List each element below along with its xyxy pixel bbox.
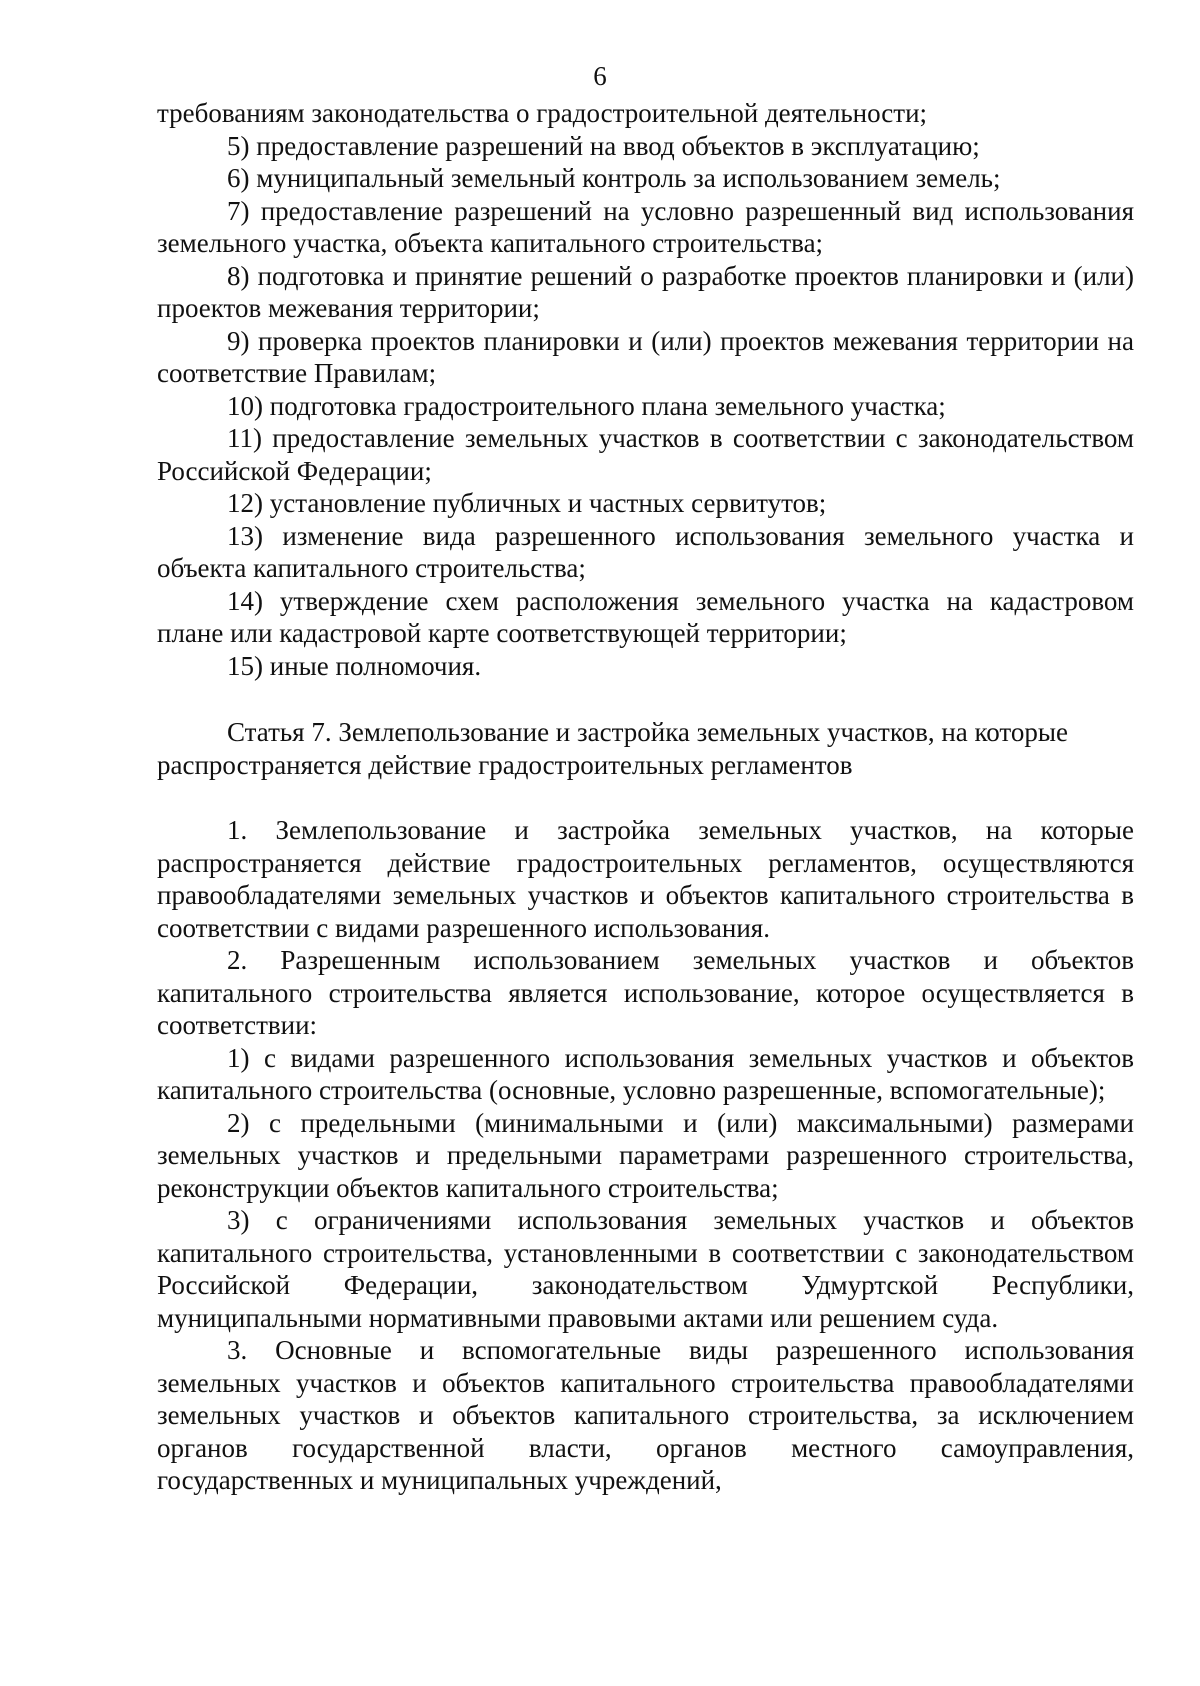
list-item: 7) предоставление разрешений на условно разрешенный вид использования земельного участка, объекта капитального строительства;	[157, 195, 1134, 258]
list-item: 10) подготовка градостроительного плана земельного участка;	[227, 390, 946, 421]
paragraph: 1. Землепользование и застройка земельных участков, на которые распространяется действие градостроительных регламентов, осуществляются правообладателями земельных участков и объектов капитального строительства в соответствии с видами разрешенного использования.	[157, 815, 1134, 943]
list-item: 6) муниципальный земельный контроль за использованием земель;	[227, 163, 1001, 193]
spacer	[157, 781, 1134, 814]
document-body	[157, 97, 1134, 1497]
page-number: 6	[593, 61, 607, 91]
list-item: 11) предоставление земельных участков в соответствии с законодательством Российской Федерации;	[157, 423, 1134, 486]
paragraph: 3) с ограничениями использования земельных участков и объектов капитального строительства, установленными в соответствии с законодательством Российской Федерации, законодательством Удмуртской Республики, муниципальными нормативными правовыми актами или решением суда.	[157, 1205, 1134, 1333]
paragraph: 3. Основные и вспомогательные виды разрешенного использования земельных участков и объектов капитального строительства правообладателями земельных участков и объектов капитального строительства, за исключением органов государственной власти, органов местного самоуправления, государственных и муниципальных учреждений,	[157, 1335, 1134, 1495]
list-item: 8) подготовка и принятие решений о разработке проектов планировки и (или) проектов межевания территории;	[157, 260, 1134, 323]
list-item: 12) установление публичных и частных сервитутов;	[227, 488, 827, 518]
paragraph: 2. Разрешенным использованием земельных участков и объектов капитального строительства является использование, которое осуществляется в соответствии:	[157, 945, 1134, 1040]
paragraph: 1) с видами разрешенного использования земельных участков и объектов капитального строительства (основные, условно разрешенные, вспомогательные);	[157, 1042, 1134, 1105]
list-item: 15) иные полномочия.	[227, 650, 482, 681]
list-item: 13) изменение вида разрешенного использования земельного участка и объекта капитального строительства;	[157, 520, 1134, 583]
spacer	[157, 682, 1134, 716]
list-item: 5) предоставление разрешений на ввод объектов в эксплуатацию;	[227, 130, 980, 161]
paragraph: 2) с предельными (минимальными и (или) максимальными) размерами земельных участков и предельными параметрами разрешенного строительства, реконструкции объектов капитального строительства;	[157, 1107, 1134, 1203]
list-item: 9) проверка проектов планировки и (или) проектов межевания территории на соответствие Правилам;	[157, 325, 1134, 388]
article-title: Статья 7. Землепользование и застройка земельных участков, на которые распространяется действие градостроительных регламентов	[157, 717, 1068, 780]
list-item: 14) утверждение схем расположения земельного участка на кадастровом плане или кадастровой карте соответствующей территории;	[157, 585, 1134, 648]
list-item: требованиям законодательства о градостроительной деятельности;	[157, 98, 928, 128]
